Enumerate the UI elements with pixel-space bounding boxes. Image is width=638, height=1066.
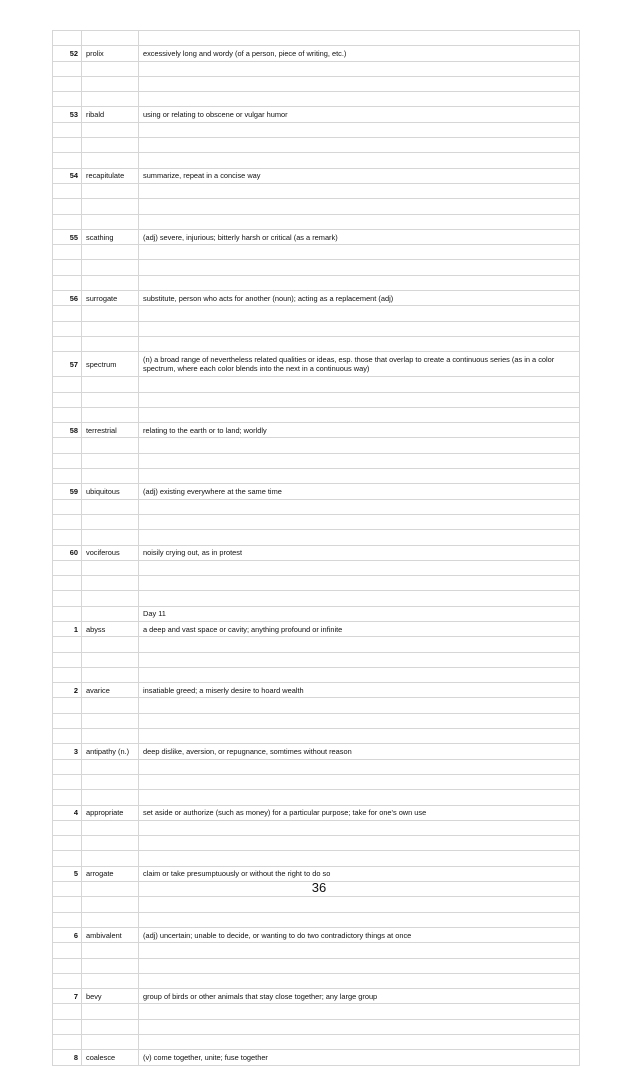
entry-number [53,336,82,351]
entry-number [53,138,82,153]
vocab-word [82,138,139,153]
table-row [53,291,580,306]
entry-number [53,76,82,91]
entry-number [53,1035,82,1050]
vocab-word [82,306,139,321]
vocab-word: prolix [82,46,139,61]
definition-cell [139,122,580,137]
definition-cell [139,729,580,744]
definition-cell [139,943,580,958]
definition-cell [139,138,580,153]
table-row [53,698,580,713]
table-row [53,683,580,698]
vocab-word [82,122,139,137]
entry-number: 59 [53,484,82,499]
definition-cell: (n) a broad range of nevertheless related qualities or ideas, esp. those that overlap to create a continuous series (as in a color spectrum, where each color blends into the next in a continuous way) [139,352,580,377]
definition-cell [139,438,580,453]
vocab-word [82,92,139,107]
definition-cell: set aside or authorize (such as money) for a particular purpose; take for one's own use [139,805,580,820]
entry-number [53,122,82,137]
definition-cell: noisily crying out, as in protest [139,545,580,560]
definition-cell [139,514,580,529]
table-row [53,499,580,514]
vocab-word [82,713,139,728]
definition-cell [139,183,580,198]
definition-cell: (adj) uncertain; unable to decide, or wanting to do two contradictory things at once [139,927,580,942]
table-row [53,790,580,805]
table-row [53,214,580,229]
definition-cell [139,759,580,774]
table-row [53,245,580,260]
vocab-word [82,790,139,805]
definition-cell [139,1019,580,1034]
vocab-word: vociferous [82,545,139,560]
entry-number [53,973,82,988]
definition-cell [139,591,580,606]
entry-number [53,31,82,46]
entry-number: 56 [53,291,82,306]
definition-cell: Day 11 [139,606,580,621]
vocab-word [82,698,139,713]
table-row [53,168,580,183]
entry-number [53,392,82,407]
table-row [53,667,580,682]
vocab-word: ribald [82,107,139,122]
definition-cell [139,851,580,866]
table-row [53,229,580,244]
definition-cell [139,92,580,107]
vocab-word: avarice [82,683,139,698]
definition-cell [139,576,580,591]
table-row [53,484,580,499]
definition-cell: relating to the earth or to land; worldly [139,423,580,438]
entry-number [53,407,82,422]
entry-number: 54 [53,168,82,183]
entry-number [53,1019,82,1034]
entry-number: 52 [53,46,82,61]
definition-cell [139,453,580,468]
entry-number [53,183,82,198]
definition-cell: excessively long and wordy (of a person, piece of writing, etc.) [139,46,580,61]
entry-number: 58 [53,423,82,438]
table-row [53,514,580,529]
entry-number [53,851,82,866]
entry-number [53,260,82,275]
vocab-word: appropriate [82,805,139,820]
vocab-word [82,1004,139,1019]
entry-number [53,453,82,468]
entry-number [53,606,82,621]
entry-number [53,214,82,229]
table-row [53,576,580,591]
definition-cell [139,199,580,214]
entry-number [53,377,82,392]
definition-cell: group of birds or other animals that stay close together; any large group [139,989,580,1004]
entry-number [53,199,82,214]
definition-cell [139,245,580,260]
definition-cell [139,61,580,76]
table-row [53,927,580,942]
definition-cell [139,897,580,912]
table-row [53,1019,580,1034]
definition-cell [139,336,580,351]
entry-number: 1 [53,621,82,636]
entry-number [53,836,82,851]
table-row [53,76,580,91]
table-row [53,275,580,290]
definition-cell [139,820,580,835]
definition-cell [139,652,580,667]
vocab-word [82,31,139,46]
definition-cell: (adj) severe, injurious; bitterly harsh or critical (as a remark) [139,229,580,244]
table-row [53,912,580,927]
entry-number [53,713,82,728]
vocab-word [82,897,139,912]
definition-cell: summarize, repeat in a concise way [139,168,580,183]
vocab-word [82,576,139,591]
table-row [53,943,580,958]
table-row [53,321,580,336]
vocab-word [82,729,139,744]
vocab-word: ambivalent [82,927,139,942]
vocab-word: spectrum [82,352,139,377]
table-row [53,1004,580,1019]
entry-number [53,943,82,958]
table-row [53,545,580,560]
entry-number [53,499,82,514]
entry-number [53,321,82,336]
entry-number [53,667,82,682]
vocab-word [82,759,139,774]
entry-number: 5 [53,866,82,881]
table-row [53,621,580,636]
definition-cell: using or relating to obscene or vulgar humor [139,107,580,122]
vocab-word [82,530,139,545]
table-row [53,336,580,351]
table-row [53,606,580,621]
vocab-word [82,453,139,468]
entry-number [53,306,82,321]
entry-number [53,698,82,713]
vocab-word [82,469,139,484]
definition-cell [139,774,580,789]
definition-cell [139,76,580,91]
table-row [53,46,580,61]
definition-cell: substitute, person who acts for another (noun); acting as a replacement (adj) [139,291,580,306]
definition-cell [139,214,580,229]
table-row [53,591,580,606]
table-row [53,153,580,168]
entry-number [53,1004,82,1019]
vocab-word [82,667,139,682]
definition-cell [139,153,580,168]
entry-number [53,245,82,260]
table-row [53,744,580,759]
table-row [53,973,580,988]
table-row [53,836,580,851]
vocab-word [82,336,139,351]
entry-number [53,469,82,484]
definition-cell [139,958,580,973]
definition-cell [139,499,580,514]
vocab-word [82,61,139,76]
definition-cell [139,377,580,392]
definition-cell [139,1004,580,1019]
entry-number [53,729,82,744]
definition-cell: deep dislike, aversion, or repugnance, somtimes without reason [139,744,580,759]
vocab-word [82,183,139,198]
table-row [53,759,580,774]
vocab-word: abyss [82,621,139,636]
definition-cell [139,407,580,422]
definition-cell: (adj) existing everywhere at the same time [139,484,580,499]
definition-cell [139,912,580,927]
entry-number [53,514,82,529]
table-row [53,560,580,575]
vocab-word [82,774,139,789]
entry-number: 2 [53,683,82,698]
definition-cell [139,667,580,682]
definition-cell [139,31,580,46]
definition-cell [139,392,580,407]
table-row [53,92,580,107]
vocab-word [82,438,139,453]
entry-number: 4 [53,805,82,820]
vocab-word [82,377,139,392]
vocab-word [82,973,139,988]
definition-cell [139,306,580,321]
table-row [53,652,580,667]
vocab-word [82,76,139,91]
definition-cell [139,698,580,713]
definition-cell [139,713,580,728]
vocab-word [82,652,139,667]
entry-number [53,576,82,591]
table-row [53,183,580,198]
vocab-word [82,958,139,973]
entry-number [53,652,82,667]
table-row [53,729,580,744]
vocab-word: surrogate [82,291,139,306]
vocab-word [82,851,139,866]
definition-cell: claim or take presumptuously or without the right to do so [139,866,580,881]
vocab-word: ubiquitous [82,484,139,499]
vocab-word [82,214,139,229]
table-row [53,306,580,321]
table-row [53,423,580,438]
table-row [53,122,580,137]
vocabulary-table [52,30,580,1066]
entry-number [53,92,82,107]
table-row [53,199,580,214]
entry-number: 55 [53,229,82,244]
entry-number [53,560,82,575]
vocab-word: arrogate [82,866,139,881]
vocab-word [82,199,139,214]
table-row [53,958,580,973]
entry-number [53,759,82,774]
definition-cell [139,560,580,575]
table-row [53,851,580,866]
table-row [53,805,580,820]
entry-number: 57 [53,352,82,377]
entry-number [53,275,82,290]
entry-number: 6 [53,927,82,942]
vocab-word [82,392,139,407]
table-row [53,107,580,122]
definition-cell [139,1035,580,1050]
table-row [53,453,580,468]
vocab-word [82,836,139,851]
definition-cell [139,973,580,988]
vocab-word [82,407,139,422]
page-number: 36 [311,880,327,895]
table-row [53,637,580,652]
entry-number [53,958,82,973]
entry-number [53,820,82,835]
vocab-word [82,499,139,514]
table-row [53,774,580,789]
vocab-word [82,943,139,958]
entry-number: 60 [53,545,82,560]
vocab-word [82,1019,139,1034]
table-row [53,469,580,484]
entry-number [53,790,82,805]
definition-cell [139,275,580,290]
table-row [53,897,580,912]
definition-cell [139,469,580,484]
definition-cell [139,321,580,336]
table-row [53,260,580,275]
table-row [53,1035,580,1050]
entry-number [53,153,82,168]
vocab-word [82,514,139,529]
vocab-word: coalesce [82,1050,139,1065]
vocab-word: scathing [82,229,139,244]
table-row [53,61,580,76]
vocabulary-table-body [53,31,580,1066]
table-row [53,407,580,422]
definition-cell [139,637,580,652]
vocab-word [82,591,139,606]
definition-cell [139,836,580,851]
vocab-word [82,275,139,290]
table-row [53,352,580,377]
entry-number [53,897,82,912]
vocab-word [82,245,139,260]
table-row [53,392,580,407]
definition-cell [139,790,580,805]
vocab-word [82,606,139,621]
definition-cell: (v) come together, unite; fuse together [139,1050,580,1065]
table-row [53,377,580,392]
table-row [53,989,580,1004]
table-row [53,1050,580,1065]
table-row [53,530,580,545]
entry-number: 3 [53,744,82,759]
vocab-word [82,260,139,275]
entry-number: 53 [53,107,82,122]
vocab-word: terrestrial [82,423,139,438]
definition-cell: a deep and vast space or cavity; anything profound or infinite [139,621,580,636]
table-row [53,138,580,153]
entry-number [53,774,82,789]
entry-number [53,637,82,652]
entry-number [53,530,82,545]
vocab-word [82,912,139,927]
vocab-word: recapitulate [82,168,139,183]
definition-cell [139,530,580,545]
entry-number [53,912,82,927]
vocab-word: antipathy (n.) [82,744,139,759]
vocab-word: bevy [82,989,139,1004]
table-row [53,31,580,46]
vocab-word [82,1035,139,1050]
vocab-word [82,820,139,835]
vocab-word [82,321,139,336]
entry-number [53,438,82,453]
vocab-word [82,637,139,652]
table-row [53,438,580,453]
vocab-word [82,153,139,168]
entry-number [53,61,82,76]
entry-number: 8 [53,1050,82,1065]
vocab-word [82,560,139,575]
entry-number: 7 [53,989,82,1004]
entry-number [53,591,82,606]
table-row [53,713,580,728]
table-row [53,820,580,835]
definition-cell: insatiable greed; a miserly desire to hoard wealth [139,683,580,698]
definition-cell [139,260,580,275]
